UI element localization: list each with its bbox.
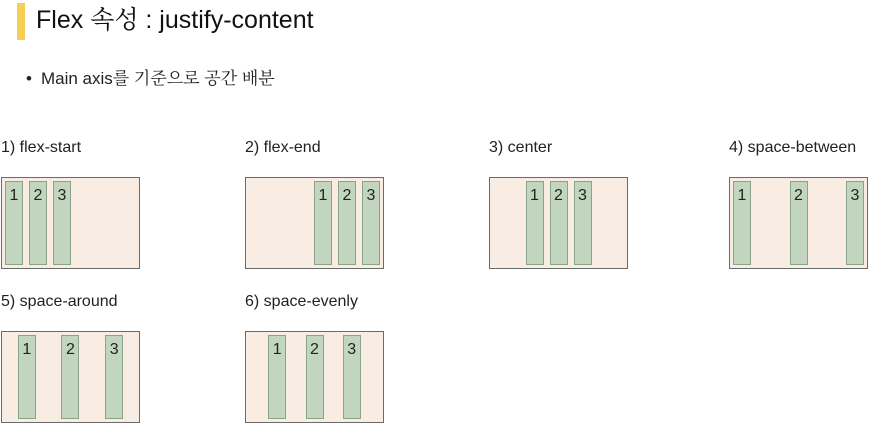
example-label-space-between: 4) space-between bbox=[729, 139, 857, 156]
example-label-flex-end: 2) flex-end bbox=[245, 139, 321, 156]
bullet-point bbox=[26, 68, 275, 90]
flex-item: 3 bbox=[362, 181, 380, 265]
flex-item: 1 bbox=[268, 335, 286, 419]
example-label-space-evenly: 6) space-evenly bbox=[245, 293, 358, 310]
flex-item: 3 bbox=[53, 181, 71, 265]
title-accent-bar bbox=[17, 3, 25, 40]
example-label-space-around: 5) space-around bbox=[1, 293, 118, 310]
flex-item: 3 bbox=[846, 181, 864, 265]
flex-item: 2 bbox=[338, 181, 356, 265]
flex-item: 1 bbox=[733, 181, 751, 265]
flex-item: 2 bbox=[550, 181, 568, 265]
flex-item: 1 bbox=[526, 181, 544, 265]
flex-item: 3 bbox=[343, 335, 361, 419]
flex-item: 2 bbox=[61, 335, 79, 419]
flex-item: 2 bbox=[29, 181, 47, 265]
flex-item: 2 bbox=[790, 181, 808, 265]
bullet-marker: • bbox=[26, 69, 32, 88]
flex-item: 1 bbox=[5, 181, 23, 265]
flex-item: 3 bbox=[105, 335, 123, 419]
page-title: Flex 속성 : justify-content bbox=[36, 6, 314, 34]
flex-container-space-evenly bbox=[245, 331, 384, 423]
flex-item: 3 bbox=[574, 181, 592, 265]
flex-item: 1 bbox=[314, 181, 332, 265]
flex-container-flex-start bbox=[1, 177, 140, 269]
example-label-center: 3) center bbox=[489, 139, 553, 156]
bullet-text: Main axis를 기준으로 공간 배분 bbox=[40, 69, 275, 88]
flex-container-space-around bbox=[1, 331, 140, 423]
flex-container-center bbox=[489, 177, 628, 269]
flex-container-flex-end bbox=[245, 177, 384, 269]
flex-container-space-between bbox=[729, 177, 868, 269]
example-label-flex-start: 1) flex-start bbox=[1, 139, 82, 156]
flex-item: 1 bbox=[18, 335, 36, 419]
flex-item: 2 bbox=[306, 335, 324, 419]
